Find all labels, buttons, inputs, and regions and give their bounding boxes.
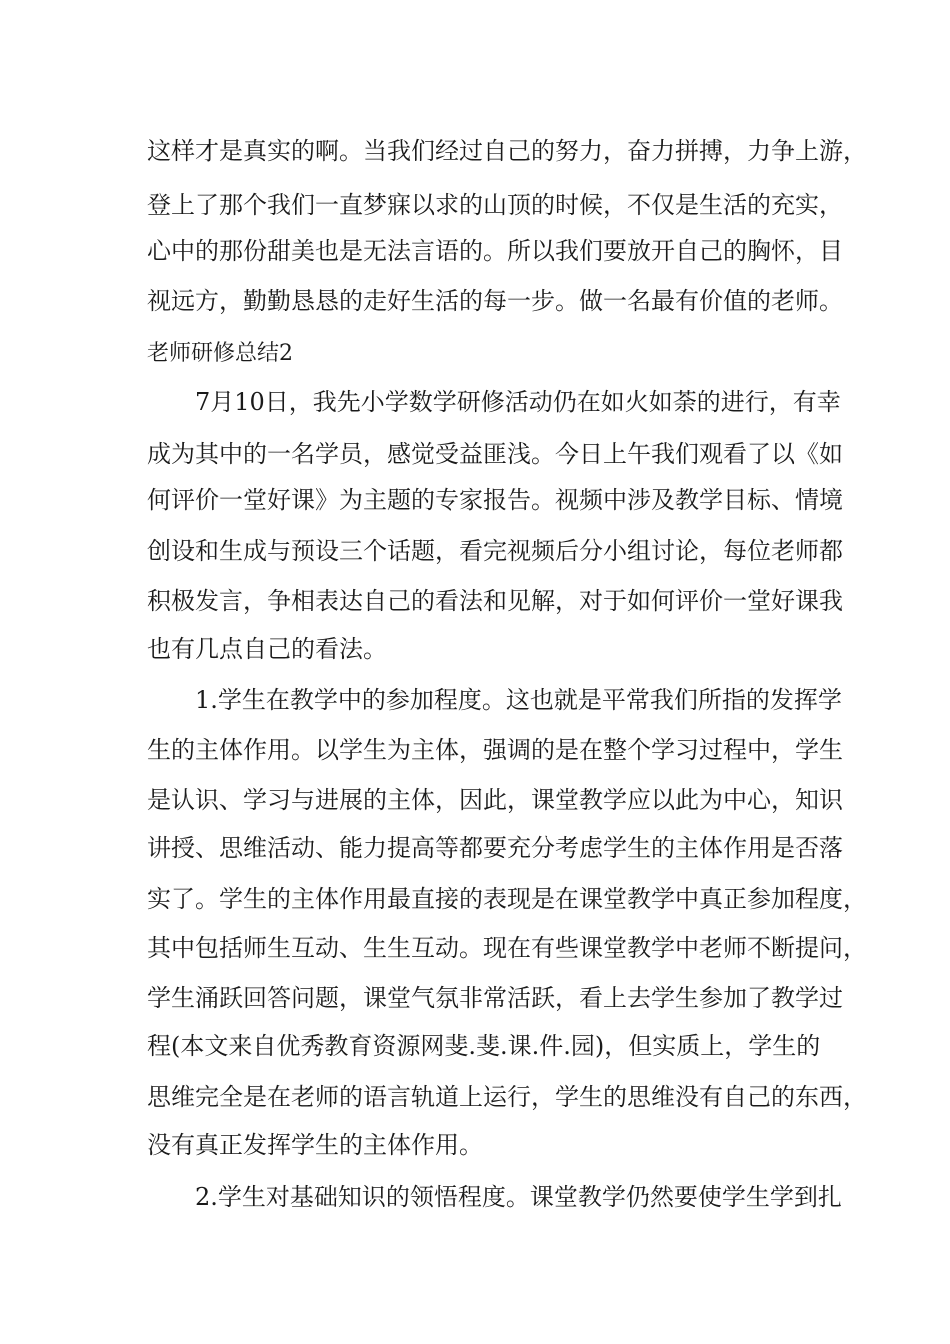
text-line: 思维完全是在老师的语言轨道上运行，学生的思维没有自己的东西， (147, 1083, 867, 1111)
text-line: 是认识、学习与进展的主体，因此，课堂教学应以此为中心，知识 (147, 786, 843, 814)
text-line: 登上了那个我们一直梦寐以求的山顶的时候，不仅是生活的充实， (147, 191, 843, 219)
text-line: 实了。学生的主体作用最直接的表现是在课堂教学中真正参加程度， (147, 885, 867, 913)
text-line: 创设和生成与预设三个话题，看完视频后分小组讨论，每位老师都 (147, 537, 843, 565)
paragraph-first-line: 7月10日，我先小学数学研修活动仍在如火如荼的进行，有幸 (195, 388, 841, 416)
section-heading: 老师研修总结2 (147, 341, 293, 366)
text-line: 心中的那份甜美也是无法言语的。所以我们要放开自己的胸怀，目 (147, 237, 843, 265)
text-line: 生的主体作用。以学生为主体，强调的是在整个学习过程中，学生 (147, 736, 843, 764)
text-line: 积极发言，争相表达自己的看法和见解，对于如何评价一堂好课我 (147, 587, 843, 615)
text-line: 学生涌跃回答问题，课堂气氛非常活跃，看上去学生参加了教学过 (147, 984, 843, 1012)
text-line: 讲授、思维活动、能力提高等都要充分考虑学生的主体作用是否落 (147, 834, 843, 862)
text-line: 其中包括师生互动、生生互动。现在有些课堂教学中老师不断提问， (147, 934, 867, 962)
text-line: 也有几点自己的看法。 (147, 635, 387, 663)
paragraph-first-line: 1.学生在教学中的参加程度。这也就是平常我们所指的发挥学 (195, 686, 842, 714)
text-line: 何评价一堂好课》为主题的专家报告。视频中涉及教学目标、情境 (147, 486, 843, 514)
paragraph-first-line: 2.学生对基础知识的领悟程度。课堂教学仍然要使学生学到扎 (195, 1183, 842, 1211)
text-line: 没有真正发挥学生的主体作用。 (147, 1131, 483, 1159)
text-line: 这样才是真实的啊。当我们经过自己的努力，奋力拼搏，力争上游， (147, 137, 867, 165)
text-line: 视远方，勤勤恳恳的走好生活的每一步。做一名最有价值的老师。 (147, 287, 843, 315)
text-line: 成为其中的一名学员，感觉受益匪浅。今日上午我们观看了以《如 (147, 440, 843, 468)
text-line: 程(本文来自优秀教育资源网斐.斐.课.件.园)，但实质上，学生的 (147, 1032, 821, 1060)
